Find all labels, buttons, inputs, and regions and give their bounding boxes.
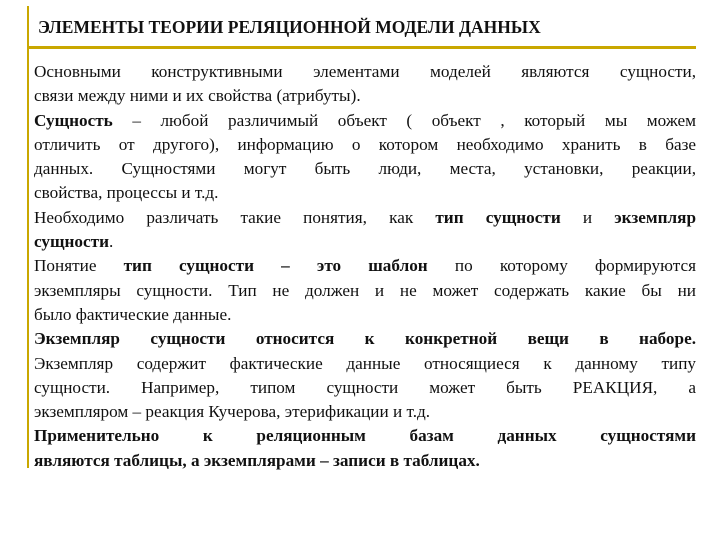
body-line [34,449,696,473]
slide-left-rule [27,6,29,468]
body-line [34,327,696,351]
body-line [34,230,696,254]
slide-body-text [34,60,696,473]
body-text: было фактические данные. [34,304,232,324]
body-line [34,352,696,376]
body-text: свойства, процессы и т.д. [34,183,219,203]
body-text: Основными конструктивными элементами моделей являются сущности, [34,62,696,81]
title-underline-rule [27,46,696,49]
body-line [34,60,696,84]
bold-text: тип сущности – это шаблон [123,256,428,276]
bold-text: тип сущности [435,207,561,227]
body-line [34,279,696,303]
slide-title: ЭЛЕМЕНТЫ ТЕОРИИ РЕЛЯЦИОННОЙ МОДЕЛИ ДАННЫХ [38,17,541,37]
bold-text: являются таблицы, а экземплярами – записи в таблицах. [34,450,480,470]
bold-text: Применительно к реляционным базам данных сущностями [34,426,696,446]
body-line [34,376,696,400]
body-line [34,133,696,157]
body-line [34,206,696,230]
body-text: по которому формируются [427,256,697,276]
body-text: Понятие [34,256,124,276]
body-line [34,424,696,448]
body-text: связи между ними и их свойства (атрибуты). [34,86,361,106]
body-line [34,157,696,181]
body-text: . [108,232,114,252]
body-text: экземпляром – реакция Кучерова, этерификации и т.д. [34,402,431,422]
body-line [34,181,696,205]
body-line [34,400,696,424]
body-text: Экземпляр содержит фактические данные относящиеся к данному типу [34,353,696,373]
body-text: – любой различимый объект ( объект , который мы можем [112,110,696,130]
bold-text: Экземпляр сущности относится к конкретной вещи в наборе. [34,329,696,349]
body-line [34,109,696,133]
body-text: сущности. Например, типом сущности может быть РЕАКЦИЯ, а [34,377,696,397]
body-text: экземпляры сущности. Тип не должен и не может содержать какие бы ни [34,280,696,300]
bold-text: экземпляр [614,207,696,227]
bold-text: сущности [34,232,109,252]
body-text: и [560,207,615,227]
body-text: данных. Сущностями могут быть люди, места, установки, реакции, [34,159,696,179]
body-text: Необходимо различать такие понятия, как [34,207,436,227]
body-text: отличить от другого), информацию о котором необходимо хранить в базе [34,134,696,154]
body-line [34,84,696,108]
body-line [34,254,696,278]
bold-text: Сущность [34,110,113,130]
body-line [34,303,696,327]
